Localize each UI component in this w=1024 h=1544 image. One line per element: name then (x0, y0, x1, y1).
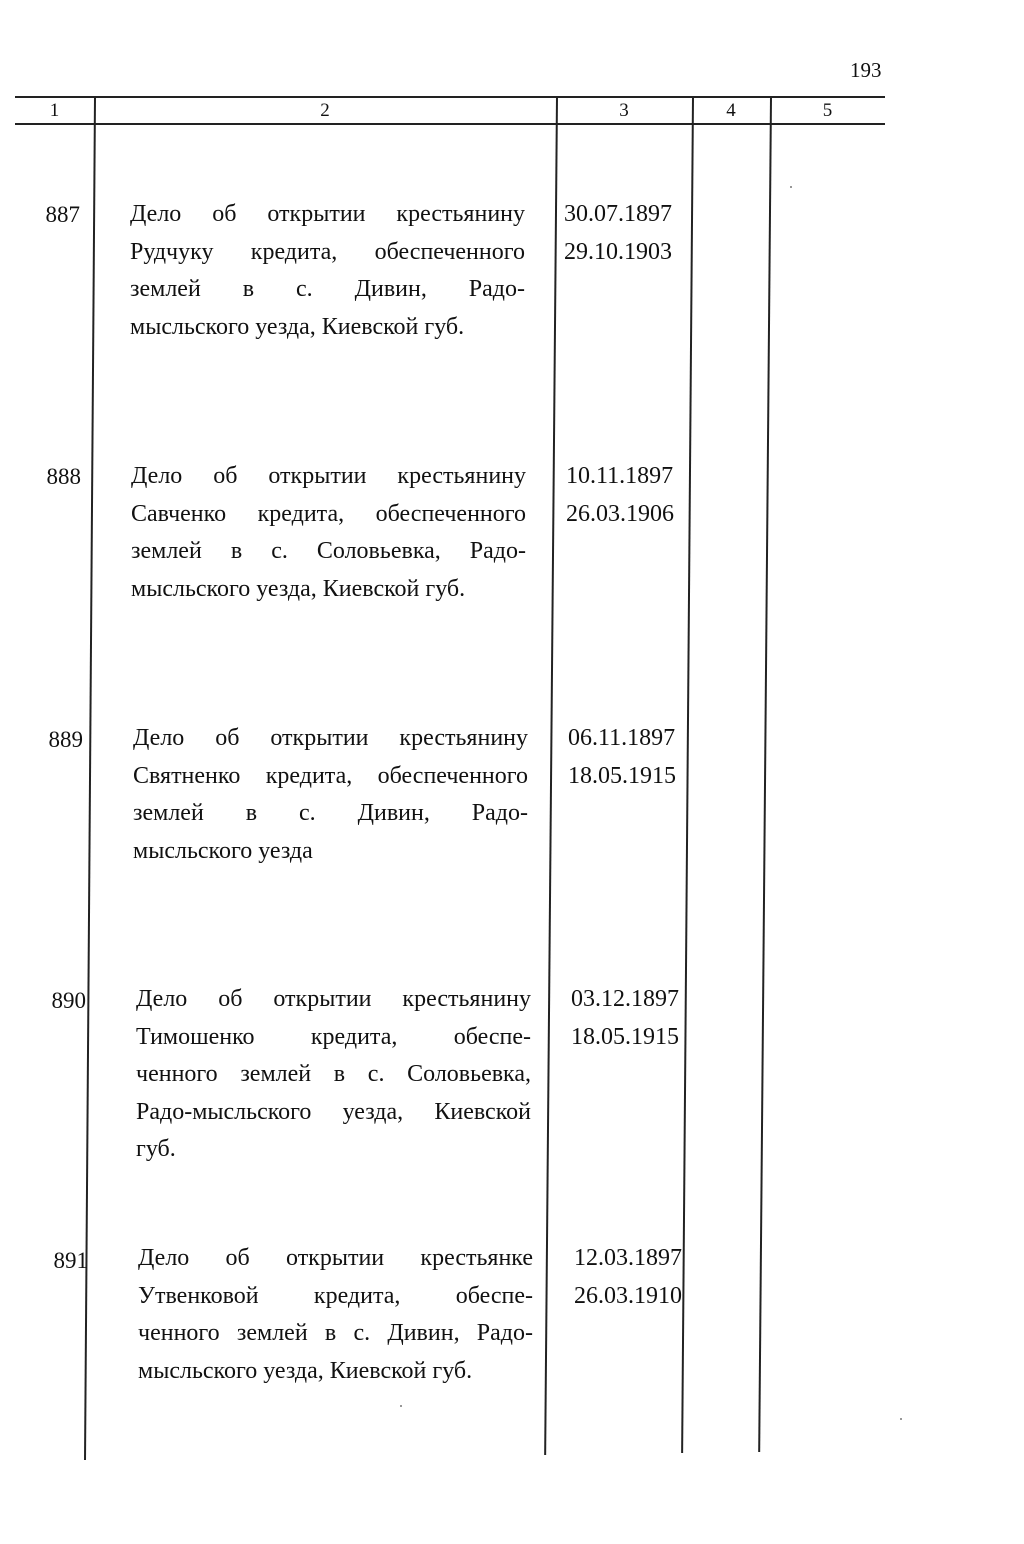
record-title-line: ченного землей в с. Соловьевка, (136, 1061, 531, 1087)
record-title (133, 720, 528, 870)
column-header-5: 5 (822, 100, 833, 121)
record-dates (571, 981, 679, 1056)
date-start: 06.11.1897 (568, 725, 676, 751)
record-dates (568, 720, 676, 795)
scan-speck (900, 1418, 902, 1420)
column-header-4: 4 (726, 100, 736, 121)
date-start: 03.12.1897 (571, 986, 679, 1012)
record-title-line: землей в с. Соловьевка, Радо- (131, 538, 526, 564)
record-title-line: Святненко кредита, обеспеченного (133, 762, 528, 789)
record-title-line: ченного землей в с. Дивин, Радо- (138, 1320, 533, 1346)
date-end: 18.05.1915 (568, 762, 676, 789)
date-end: 18.05.1915 (571, 1023, 679, 1050)
record-title-line: Радо-мысльского уезда, Киевской (136, 1098, 531, 1125)
record-title-line: мысльского уезда, Киевской губ. (130, 313, 465, 340)
record-title-line: Дело об открытии крестьянину (131, 463, 526, 489)
scan-speck (400, 1405, 402, 1407)
record-title-line: мысльского уезда (133, 837, 313, 864)
record-title-line: Дело об открытии крестьянке (138, 1245, 533, 1271)
record-number: 889 (48, 727, 83, 752)
table-top-rule (15, 96, 885, 98)
record-number: 891 (53, 1248, 88, 1273)
date-end: 26.03.1910 (574, 1282, 682, 1309)
record-title-line: Дело об открытии крестьянину (133, 725, 528, 751)
record-title (130, 196, 525, 346)
scan-speck (790, 186, 792, 188)
record-title-line: Тимошенко кредита, обеспе- (136, 1023, 531, 1050)
page-number: 193 (850, 58, 882, 82)
record-number: 887 (45, 202, 80, 227)
date-start: 12.03.1897 (574, 1245, 682, 1271)
record-title (131, 458, 526, 608)
record-title-line: Рудчуку кредита, обеспеченного (130, 238, 525, 265)
record-title-line: Дело об открытии крестьянину (136, 986, 531, 1012)
record-dates (564, 196, 672, 271)
record-title (136, 981, 531, 1169)
date-start: 30.07.1897 (564, 201, 672, 227)
record-title-line: землей в с. Дивин, Радо- (133, 800, 528, 826)
column-divider-4 (758, 97, 771, 1452)
record-title-line: Дело об открытии крестьянину (130, 201, 525, 227)
record-title-line: Савченко кредита, обеспеченного (131, 500, 526, 527)
date-end: 26.03.1906 (566, 500, 674, 527)
record-title (138, 1240, 533, 1390)
column-divider-2 (544, 97, 557, 1455)
record-title-line: Утвенковой кредита, обеспе- (138, 1282, 533, 1309)
record-title-line: губ. (136, 1136, 176, 1162)
header-bottom-rule (15, 123, 885, 125)
date-end: 29.10.1903 (564, 238, 672, 265)
record-title-line: мысльского уезда, Киевской губ. (138, 1357, 473, 1384)
record-title-line: мысльского уезда, Киевской губ. (131, 575, 466, 602)
record-dates (566, 458, 674, 533)
record-number: 890 (51, 988, 86, 1013)
column-divider-3 (681, 97, 693, 1453)
column-header-3: 3 (619, 100, 629, 121)
record-number: 888 (46, 464, 81, 489)
record-dates (574, 1240, 682, 1315)
column-header-1: 1 (49, 100, 60, 121)
record-title-line: землей в с. Дивин, Радо- (130, 276, 525, 302)
date-start: 10.11.1897 (566, 463, 674, 489)
column-header-2: 2 (320, 100, 330, 121)
